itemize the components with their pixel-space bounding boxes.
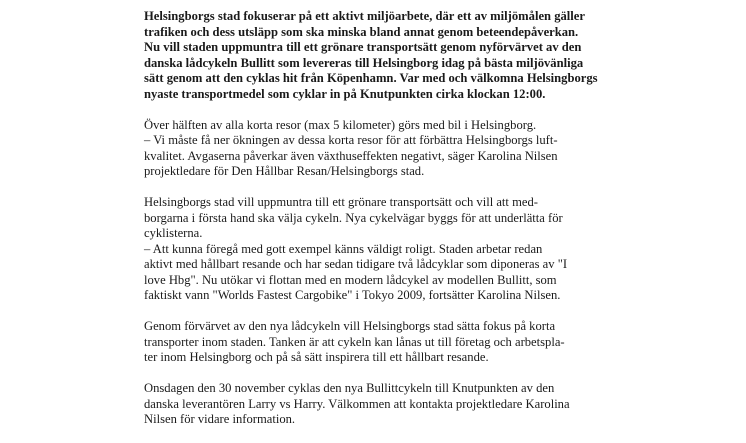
document-page [144,9,624,443]
text-line: Genom förvärvet av den nya lådcykeln vill Helsingborgs stad sätta fokus på korta [144,319,556,333]
text-line: danska leverantören Larry vs Harry. Välkommen att kontakta projektledare Karolina [144,396,570,411]
text-line: borgarna i första hand ska välja cykeln. Nya cykelvägar byggs för att underlätta för [144,210,563,225]
text-line: Onsdagen den 30 november cyklas den nya Bullittcykeln till Knutpunkten av den [144,381,555,395]
text-line: nyaste transportmedel som cyklar in på Knutpunkten cirka klockan 12:00. [144,86,546,101]
intro-paragraph [144,9,624,102]
text-line: aktivt med hållbart resande och har sedan tidigare två lådcyklar som diponeras av "I [144,257,568,271]
text-line: faktiskt vann "Worlds Fastest Cargobike" i Tokyo 2009, fortsätter Karolina Nilsen. [144,288,561,302]
text-line: trafiken och dess utsläpp som ska minska bland annat genom beteendepåverkan. [144,24,579,39]
text-line: cyklisterna. [144,226,203,240]
body-paragraph-cycling [144,195,624,304]
text-line: Nilsen för vidare information. [144,412,296,426]
text-line: danska lådcykeln Bullitt som levereras till Helsingborg idag på bästa miljövänliga [144,55,584,70]
body-paragraph-acquisition [144,319,624,366]
text-line: Över hälften av alla korta resor (max 5 kilometer) görs med bil i Helsingborg. [144,117,537,132]
text-line: ter inom Helsingborg och på så sätt inspirera till ett hållbart resande. [144,350,489,364]
text-line: – Att kunna föregå med gott exempel känns väldigt roligt. Staden arbetar redan [144,241,543,256]
text-line: transporter inom staden. Tanken är att cykeln kan lånas ut till företag och arbetspla- [144,334,565,349]
text-line: sätt genom att den cyklas hit från Köpenhamn. Var med och välkomna Helsingborgs [144,71,598,85]
text-line: love Hbg". Nu utökar vi flottan med en modern lådcykel av modellen Bullitt, som [144,272,557,287]
text-line: Nu vill staden uppmuntra till ett grönare transportsätt genom nyförvärvet av den [144,40,582,54]
body-paragraph-short-trips [144,118,624,180]
text-line: kvalitet. Avgaserna påverkar även växthuseffekten negativt, säger Karolina Nilsen [144,148,558,163]
text-line: projektledare för Den Hållbar Resan/Helsingborgs stad. [144,164,425,178]
text-line: Helsingborgs stad fokuserar på ett aktivt miljöarbete, där ett av miljömålen gäller [144,9,585,23]
text-line: – Vi måste få ner ökningen av dessa korta resor för att förbättra Helsingborgs luft- [144,133,558,147]
body-paragraph-event [144,381,624,428]
text-line: Helsingborgs stad vill uppmuntra till ett grönare transportsätt och vill att med- [144,195,538,209]
